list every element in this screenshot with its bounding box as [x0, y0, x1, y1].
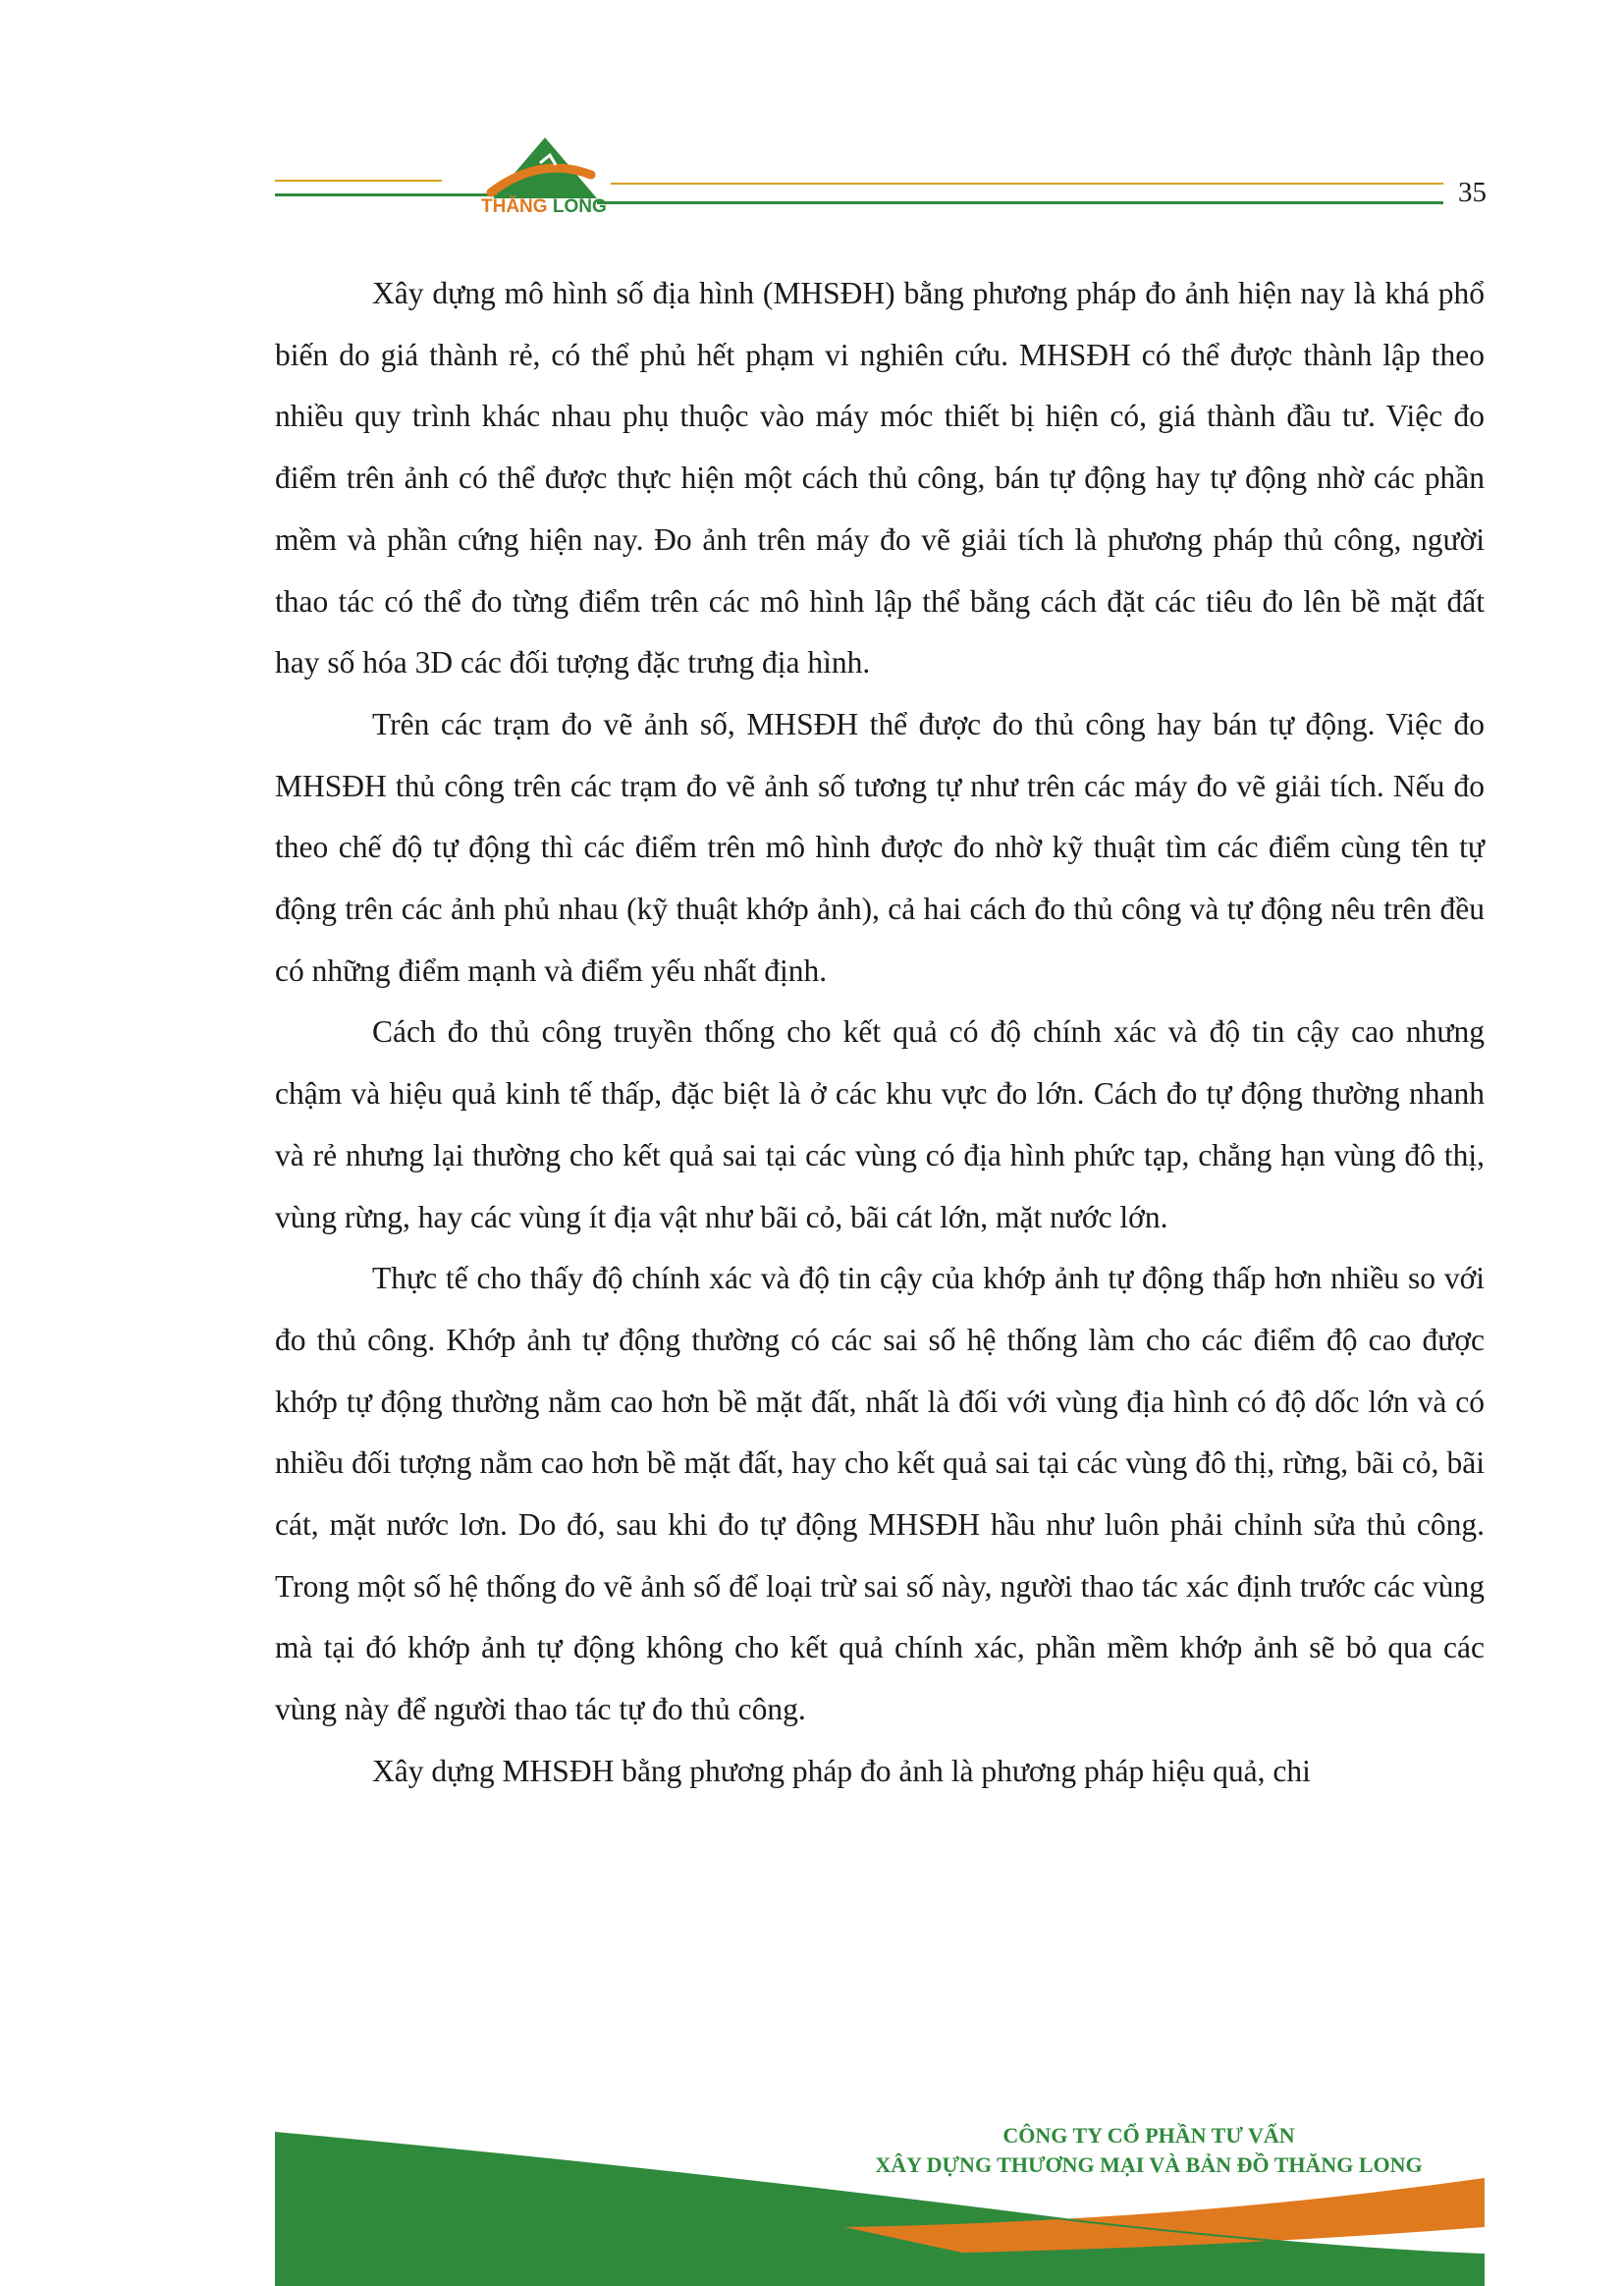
company-name-line-1: CÔNG TY CỔ PHẦN TƯ VẤN: [1002, 2123, 1295, 2148]
header-rule-green-left: [275, 193, 496, 196]
paragraph: Xây dựng MHSĐH bằng phương pháp đo ảnh là phương pháp hiệu quả, chi: [372, 1753, 1311, 1788]
logo-text-thang: THĂNG: [481, 196, 548, 217]
logo-text-long: LONG: [552, 196, 607, 217]
paragraph: Xây dựng mô hình số địa hình (MHSĐH) bằng phương pháp đo ảnh hiện nay là khá phổ biến do giá thành rẻ, có thể phủ hết phạm vi nghiên cứu. MHSĐH có thể được thành lập theo nhiều quy trình khác nhau phụ thuộc vào máy móc thiết bị hiện có, giá thành đầu tư. Việc đo điểm trên ảnh có thể được thực hiện một cách thủ công, bán tự động hay tự động nhờ các phần mềm và phần cứng hiện nay. Đo ảnh trên máy đo vẽ giải tích là phương pháp thủ công, người thao tác có thể đo từng điểm trên các mô hình lập thể bằng cách đặt các tiêu đo lên bề mặt đất hay số hóa 3D các đối tượng đặc trưng địa hình.: [275, 276, 1485, 680]
paragraph: Cách đo thủ công truyền thống cho kết quả có độ chính xác và độ tin cậy cao nhưng chậm và hiệu quả kinh tế thấp, đặc biệt là ở các khu vực đo lớn. Cách đo tự động thường nhanh và rẻ nhưng lại thường cho kết quả sai tại các vùng có địa hình phức tạp, chẳng hạn vùng đô thị, vùng rừng, hay các vùng ít địa vật như bãi cỏ, bãi cát lớn, mặt nước lớn.: [275, 1014, 1485, 1234]
company-logo: [481, 136, 609, 222]
header-rule-green-right: [597, 201, 1443, 204]
company-name-line-2: XÂY DỰNG THƯƠNG MẠI VÀ BẢN ĐỒ THĂNG LONG: [875, 2152, 1423, 2177]
paragraph: Thực tế cho thấy độ chính xác và độ tin cậy của khớp ảnh tự động thấp hơn nhiều so với đo thủ công. Khớp ảnh tự động thường có các sai số hệ thống làm cho các điểm độ cao được khớp tự động thường nằm cao hơn bề mặt đất, nhất là đối với vùng địa hình có độ dốc lớn và có nhiều đối tượng nằm cao hơn bề mặt đất, hay cho kết quả sai tại các vùng đô thị, rừng, bãi cỏ, bãi cát, mặt nước lơn. Do đó, sau khi đo tự động MHSĐH hầu như luôn phải chỉnh sửa thủ công. Trong một số hệ thống đo vẽ ảnh số để loại trừ sai số này, người thao tác xác định trước các vùng mà tại đó khớp ảnh tự động không cho kết quả chính xác, phần mềm khớp ảnh sẽ bỏ qua các vùng này để người thao tác tự đo thủ công.: [275, 1261, 1485, 1727]
page-number: 35: [1458, 177, 1487, 208]
paragraph: Trên các trạm đo vẽ ảnh số, MHSĐH thể được đo thủ công hay bán tự động. Việc đo MHSĐH thủ công trên các trạm đo vẽ ảnh số tương tự như trên các máy đo vẽ giải tích. Nếu đo theo chế độ tự động thì các điểm trên mô hình được đo nhờ kỹ thuật tìm các điểm cùng tên tự động trên các ảnh phủ nhau (kỹ thuật khớp ảnh), cả hai cách đo thủ công và tự động nêu trên đều có những điểm mạnh và điểm yếu nhất định.: [275, 706, 1485, 988]
header-rule-gold-left: [275, 180, 442, 182]
mountain-logo-icon: [481, 136, 609, 204]
header-rule-gold-right: [611, 183, 1443, 185]
document-body: [275, 263, 1485, 1803]
company-name: [844, 2121, 1453, 2180]
logo-wordmark: [481, 196, 607, 218]
